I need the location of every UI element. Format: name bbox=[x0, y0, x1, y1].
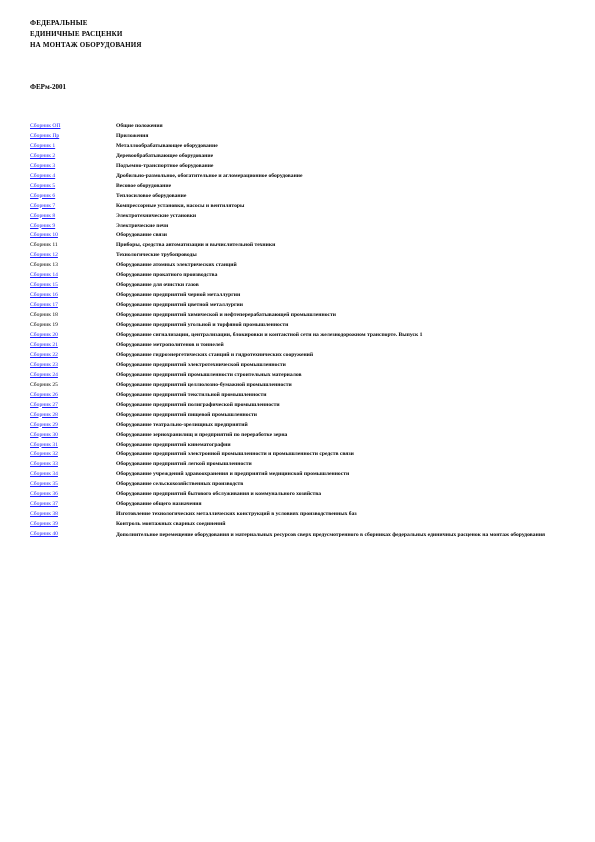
collection-title: Оборудование зернохранилищ и предприятий по переработке зерна bbox=[116, 431, 288, 438]
collection-title: Оборудование метрополитенов и тоннелей bbox=[116, 341, 224, 348]
collection-label: Сборник 11 bbox=[30, 242, 58, 249]
list-item bbox=[30, 431, 570, 441]
collection-link[interactable]: Сборник 32 bbox=[30, 451, 58, 458]
collection-link[interactable]: Сборник 12 bbox=[30, 252, 58, 259]
collection-label: Сборник 25 bbox=[30, 381, 58, 388]
collection-link[interactable]: Сборник 7 bbox=[30, 202, 56, 209]
list-item bbox=[30, 490, 570, 500]
list-item bbox=[30, 361, 570, 371]
list-item bbox=[30, 241, 570, 251]
collection-title: Деревообрабатывающее оборудование bbox=[116, 152, 214, 159]
collection-link[interactable]: Сборник 36 bbox=[30, 491, 58, 498]
list-item bbox=[30, 162, 570, 172]
list-item bbox=[30, 391, 570, 401]
list-item bbox=[30, 182, 570, 192]
collection-link[interactable]: Сборник 10 bbox=[30, 232, 58, 239]
collection-title: Оборудование предприятий бытового обслуживания и коммунального хозяйства bbox=[116, 491, 322, 498]
list-item bbox=[30, 520, 570, 530]
collection-title: Оборудование предприятий пищевой промышленности bbox=[116, 411, 258, 418]
collection-link[interactable]: Сборник 1 bbox=[30, 142, 56, 149]
collection-link[interactable]: Сборник 40 bbox=[30, 531, 58, 538]
collection-title: Оборудование для очистки газов bbox=[116, 282, 199, 289]
list-item bbox=[30, 341, 570, 351]
collection-title: Изготовление технологических металлических конструкций в условиях производственных баз bbox=[116, 511, 357, 518]
list-item bbox=[30, 301, 570, 311]
collection-title: Оборудование предприятий легкой промышленности bbox=[116, 461, 252, 468]
list-item bbox=[30, 291, 570, 301]
collections-list bbox=[30, 122, 570, 540]
list-item bbox=[30, 421, 570, 431]
collection-link[interactable]: Сборник 37 bbox=[30, 501, 58, 508]
collection-title: Оборудование предприятий кинематографии bbox=[116, 441, 231, 448]
list-item bbox=[30, 261, 570, 271]
collection-link[interactable]: Сборник 3 bbox=[30, 162, 56, 169]
collection-title: Оборудование общего назначения bbox=[116, 501, 202, 508]
collection-link[interactable]: Сборник 8 bbox=[30, 212, 56, 219]
collection-title: Оборудование предприятий химической и нефтеперерабатывающей промышленности bbox=[116, 312, 336, 319]
collection-title: Общие положения bbox=[116, 123, 163, 129]
collection-label: Сборник 13 bbox=[30, 262, 58, 269]
list-item bbox=[30, 381, 570, 391]
list-item bbox=[30, 411, 570, 421]
collection-link[interactable]: Сборник 15 bbox=[30, 282, 58, 289]
list-item bbox=[30, 460, 570, 470]
collection-title: Приложения bbox=[116, 132, 149, 139]
list-item bbox=[30, 152, 570, 162]
list-item bbox=[30, 351, 570, 361]
collection-title: Металлообрабатывающее оборудование bbox=[116, 142, 218, 149]
document-code: ФЕРм-2001 bbox=[30, 83, 67, 91]
list-item bbox=[30, 500, 570, 510]
collection-link[interactable]: Сборник 31 bbox=[30, 441, 58, 448]
collection-link[interactable]: Сборник 4 bbox=[30, 172, 56, 179]
collection-title: Оборудование связи bbox=[116, 232, 167, 239]
heading-line-3: НА МОНТАЖ ОБОРУДОВАНИЯ bbox=[30, 41, 142, 49]
collection-title: Электротехнические установки bbox=[116, 212, 197, 219]
list-item bbox=[30, 470, 570, 480]
list-item bbox=[30, 142, 570, 152]
list-item bbox=[30, 281, 570, 291]
list-item bbox=[30, 441, 570, 451]
collection-title: Дробильно-размольное, обогатительное и агломерационное оборудование bbox=[116, 172, 303, 179]
collection-title: Оборудование предприятий электротехнической промышленности bbox=[116, 361, 286, 368]
collection-label: Сборник 18 bbox=[30, 312, 58, 319]
collection-title: Оборудование предприятий целлюлозно-бумажной промышленности bbox=[116, 381, 292, 388]
list-item bbox=[30, 192, 570, 202]
collection-title: Дополнительное перемещение оборудования и материальных ресурсов сверх предусмотренного в сборниках федеральных единичных расценок на монтаж оборудования bbox=[116, 532, 546, 539]
collection-link[interactable]: Сборник 9 bbox=[30, 222, 56, 229]
collection-title: Оборудование учреждений здравоохранения и предприятий медицинской промышленности bbox=[116, 471, 350, 478]
collection-link[interactable]: Сборник 20 bbox=[30, 332, 58, 339]
collection-title: Оборудование атомных электрических станций bbox=[116, 262, 237, 269]
collection-link[interactable]: Сборник 33 bbox=[30, 461, 58, 468]
list-item bbox=[30, 371, 570, 381]
collection-title: Оборудование театрально-зрелищных предприятий bbox=[116, 421, 248, 428]
list-item bbox=[30, 321, 570, 331]
collection-title: Оборудование предприятий текстильной промышленности bbox=[116, 391, 267, 398]
list-item bbox=[30, 271, 570, 281]
list-item bbox=[30, 311, 570, 321]
collection-title: Оборудование предприятий черной металлургии bbox=[116, 292, 241, 299]
list-item bbox=[30, 450, 570, 460]
collection-title: Оборудование предприятий угольной и торфяной промышленности bbox=[116, 322, 289, 329]
list-item bbox=[30, 231, 570, 241]
collection-link[interactable]: Сборник Пр bbox=[30, 132, 60, 139]
collection-link[interactable]: Сборник 34 bbox=[30, 471, 58, 478]
collection-title: Приборы, средства автоматизации и вычислительной техники bbox=[116, 242, 276, 249]
collection-link[interactable]: Сборник 35 bbox=[30, 481, 58, 488]
collection-title: Оборудование предприятий электронной промышленности и промышленности средств связи bbox=[116, 451, 354, 458]
collection-link[interactable]: Сборник 29 bbox=[30, 421, 58, 428]
list-item bbox=[30, 202, 570, 212]
list-item bbox=[30, 132, 570, 142]
collection-title: Теплосиловое оборудование bbox=[116, 192, 187, 199]
collection-link[interactable]: Сборник 21 bbox=[30, 341, 58, 348]
collection-title: Оборудование предприятий полиграфической промышленности bbox=[116, 401, 280, 408]
list-item bbox=[30, 222, 570, 232]
list-item bbox=[30, 172, 570, 182]
list-item bbox=[30, 401, 570, 411]
collection-title: Оборудование предприятий промышленности строительных материалов bbox=[116, 371, 302, 378]
list-item bbox=[30, 530, 570, 540]
list-item bbox=[30, 480, 570, 490]
collection-title: Оборудование предприятий цветной металлургии bbox=[116, 302, 243, 309]
collection-link[interactable]: Сборник 28 bbox=[30, 411, 58, 418]
collection-link[interactable]: Сборник 2 bbox=[30, 152, 56, 159]
document-heading bbox=[30, 18, 142, 51]
collection-link[interactable]: Сборник 30 bbox=[30, 431, 58, 438]
collection-label: Сборник 19 bbox=[30, 322, 58, 329]
collection-link[interactable]: Сборник 22 bbox=[30, 351, 58, 358]
collection-title: Весовое оборудование bbox=[116, 182, 172, 189]
collection-link[interactable]: Сборник 39 bbox=[30, 521, 58, 528]
collection-link[interactable]: Сборник 16 bbox=[30, 292, 58, 299]
collection-link[interactable]: Сборник 38 bbox=[30, 511, 58, 518]
collection-link[interactable]: Сборник 5 bbox=[30, 182, 56, 189]
collection-title: Оборудование сигнализации, централизации, блокировки и контактной сети на железнодорожном транспорте. Выпуск 1 bbox=[116, 332, 423, 339]
list-item bbox=[30, 331, 570, 341]
heading-line-2: ЕДИНИЧНЫЕ РАСЦЕНКИ bbox=[30, 30, 123, 38]
collection-link[interactable]: Сборник 23 bbox=[30, 361, 58, 368]
list-item bbox=[30, 510, 570, 520]
collection-link[interactable]: Сборник 17 bbox=[30, 302, 58, 309]
collection-link[interactable]: Сборник ОП bbox=[30, 123, 61, 129]
collection-title: Контроль монтажных сварных соединений bbox=[116, 521, 226, 528]
collection-link[interactable]: Сборник 24 bbox=[30, 371, 58, 378]
collection-title: Компрессорные установки, насосы и вентиляторы bbox=[116, 202, 245, 209]
list-item bbox=[30, 251, 570, 261]
collection-link[interactable]: Сборник 6 bbox=[30, 192, 56, 199]
collection-link[interactable]: Сборник 26 bbox=[30, 391, 58, 398]
collection-title: Технологические трубопроводы bbox=[116, 252, 197, 259]
collection-link[interactable]: Сборник 14 bbox=[30, 272, 58, 279]
list-item bbox=[30, 122, 570, 132]
list-item bbox=[30, 212, 570, 222]
collection-title: Оборудование прокатного производства bbox=[116, 272, 218, 279]
collection-link[interactable]: Сборник 27 bbox=[30, 401, 58, 408]
collection-title: Оборудование сельскохозяйственных производств bbox=[116, 481, 244, 488]
collection-title: Подъемно-транспортное оборудование bbox=[116, 162, 214, 169]
collection-title: Электрические печи bbox=[116, 222, 169, 229]
heading-line-1: ФЕДЕРАЛЬНЫЕ bbox=[30, 19, 88, 27]
collection-title: Оборудование гидроэнергетических станций и гидротехнических сооружений bbox=[116, 351, 314, 358]
